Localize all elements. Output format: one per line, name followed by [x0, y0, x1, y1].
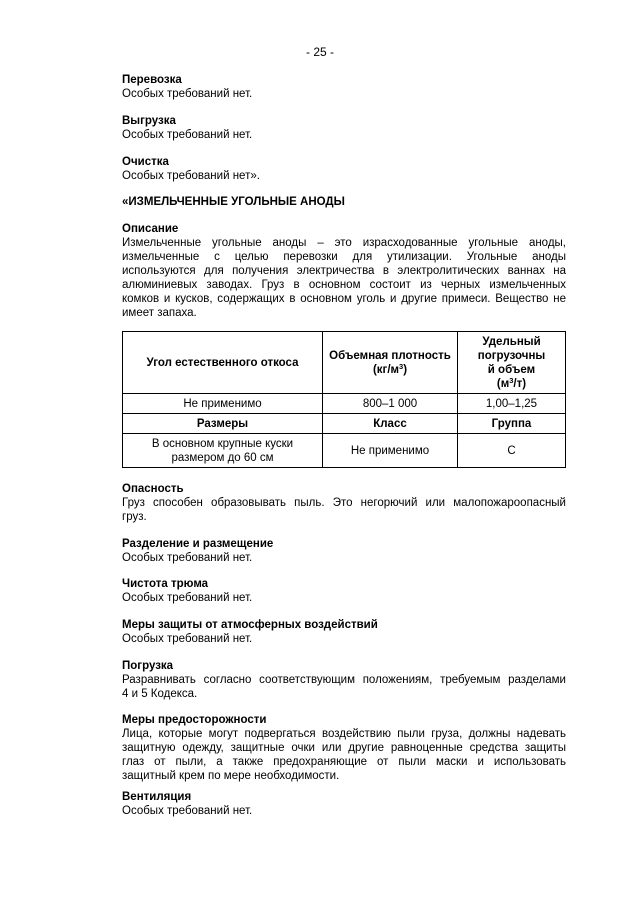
loading-line: 4 и 5 Кодекса.	[122, 688, 198, 700]
section-heading: Чистота трюма	[122, 578, 209, 590]
hazard-line: Груз способен образовывать пыль. Это негорючий или малопожароопасный	[122, 497, 566, 509]
angle-header: Угол естественного откоса	[123, 332, 323, 394]
properties-table	[122, 331, 566, 468]
section-cleaning	[122, 155, 566, 183]
class-header: Класс	[323, 414, 458, 434]
hazard-line: груз.	[122, 511, 147, 523]
section-heading: Опасность	[122, 483, 184, 495]
stowage-unit-pre: (м	[496, 377, 510, 390]
section-text: Особых требований нет.	[122, 552, 253, 564]
section-text: Особых требований нет.	[122, 88, 253, 100]
loading-line: Разравнивать согласно соответствующим положениям, требуемым разделами	[122, 674, 566, 686]
precautions-line: защитную одежду, защитные очки или другие равноценные средства защиты	[122, 742, 566, 754]
section-heading: Вентиляция	[122, 791, 192, 803]
section-heading: Погрузка	[122, 660, 174, 672]
group-value: C	[458, 434, 566, 468]
section-precautions	[122, 713, 566, 783]
size-value: В основном крупные куски размером до 60 см	[123, 434, 323, 468]
size-header: Размеры	[123, 414, 323, 434]
precautions-line: Лица, которые могут подвергаться воздействию пыли груза, должны надевать	[122, 728, 566, 740]
section-ventilation	[122, 790, 566, 818]
section-unloading	[122, 114, 566, 142]
section-hold-cleanliness	[122, 577, 566, 605]
section-heading: Меры предосторожности	[122, 714, 267, 726]
section-transport	[122, 73, 566, 101]
section-heading: Описание	[122, 223, 179, 235]
page-number: - 25 -	[305, 45, 334, 59]
description-line: комков и кусков, содержащих в основном уголь и другие примеси. Вещество не	[122, 293, 566, 305]
section-text: Особых требований нет.	[122, 129, 253, 141]
stowage-value: 1,00–1,25	[458, 394, 566, 414]
section-heading: Разделение и размещение	[122, 538, 274, 550]
precautions-line: глаз от пыли, а также предохраняющие от пыли маски и использовать	[122, 756, 566, 768]
description-line: алюминиевых заводах. Груз в основном состоит из черных измельченных	[122, 279, 566, 291]
angle-value: Не применимо	[123, 394, 323, 414]
density-header	[323, 332, 458, 394]
section-hazard	[122, 482, 566, 524]
density-unit-post: )	[403, 363, 408, 376]
table-row	[123, 414, 566, 434]
precautions-line: защитный крем по мере необходимости.	[122, 770, 340, 782]
stowage-line: погрузочны	[477, 349, 546, 362]
density-header-label: Объемная плотность	[329, 349, 451, 362]
section-heading: Выгрузка	[122, 115, 176, 127]
section-heading: Меры защиты от атмосферных воздействий	[122, 619, 378, 631]
section-text: Особых требований нет».	[122, 170, 260, 182]
density-value: 800–1 000	[323, 394, 458, 414]
section-weather	[122, 618, 566, 646]
description-line: имеет запаха.	[122, 307, 197, 319]
description-line: Измельченные угольные аноды – это израсходованные угольные аноды,	[122, 237, 566, 249]
section-heading: Очистка	[122, 156, 169, 168]
section-loading	[122, 659, 566, 701]
table-row	[123, 434, 566, 468]
stowage-unit-sup: 3	[509, 375, 514, 385]
section-description	[122, 222, 566, 320]
density-unit-pre: (кг/м	[372, 363, 400, 376]
description-line: измельченные с целью перевозки для утилизации. Угольные аноды	[122, 251, 566, 263]
stowage-line: Удельный	[482, 335, 541, 348]
class-value: Не применимо	[323, 434, 458, 468]
section-text: Особых требований нет.	[122, 633, 253, 645]
stowage-line: й объем	[487, 363, 536, 376]
table-row	[123, 394, 566, 414]
section-text: Особых требований нет.	[122, 592, 253, 604]
stowage-unit-post: /т)	[513, 377, 527, 390]
group-header: Группа	[458, 414, 566, 434]
density-unit-sup: 3	[399, 361, 404, 371]
stowage-header	[458, 332, 566, 394]
cargo-title: «ИЗМЕЛЬЧЕННЫЕ УГОЛЬНЫЕ АНОДЫ	[122, 196, 345, 208]
section-segregation	[122, 537, 566, 565]
section-heading: Перевозка	[122, 74, 182, 86]
table-row	[123, 332, 566, 394]
section-text: Особых требований нет.	[122, 805, 253, 817]
description-line: используются для получения электричества в электролитических ваннах на	[122, 265, 566, 277]
